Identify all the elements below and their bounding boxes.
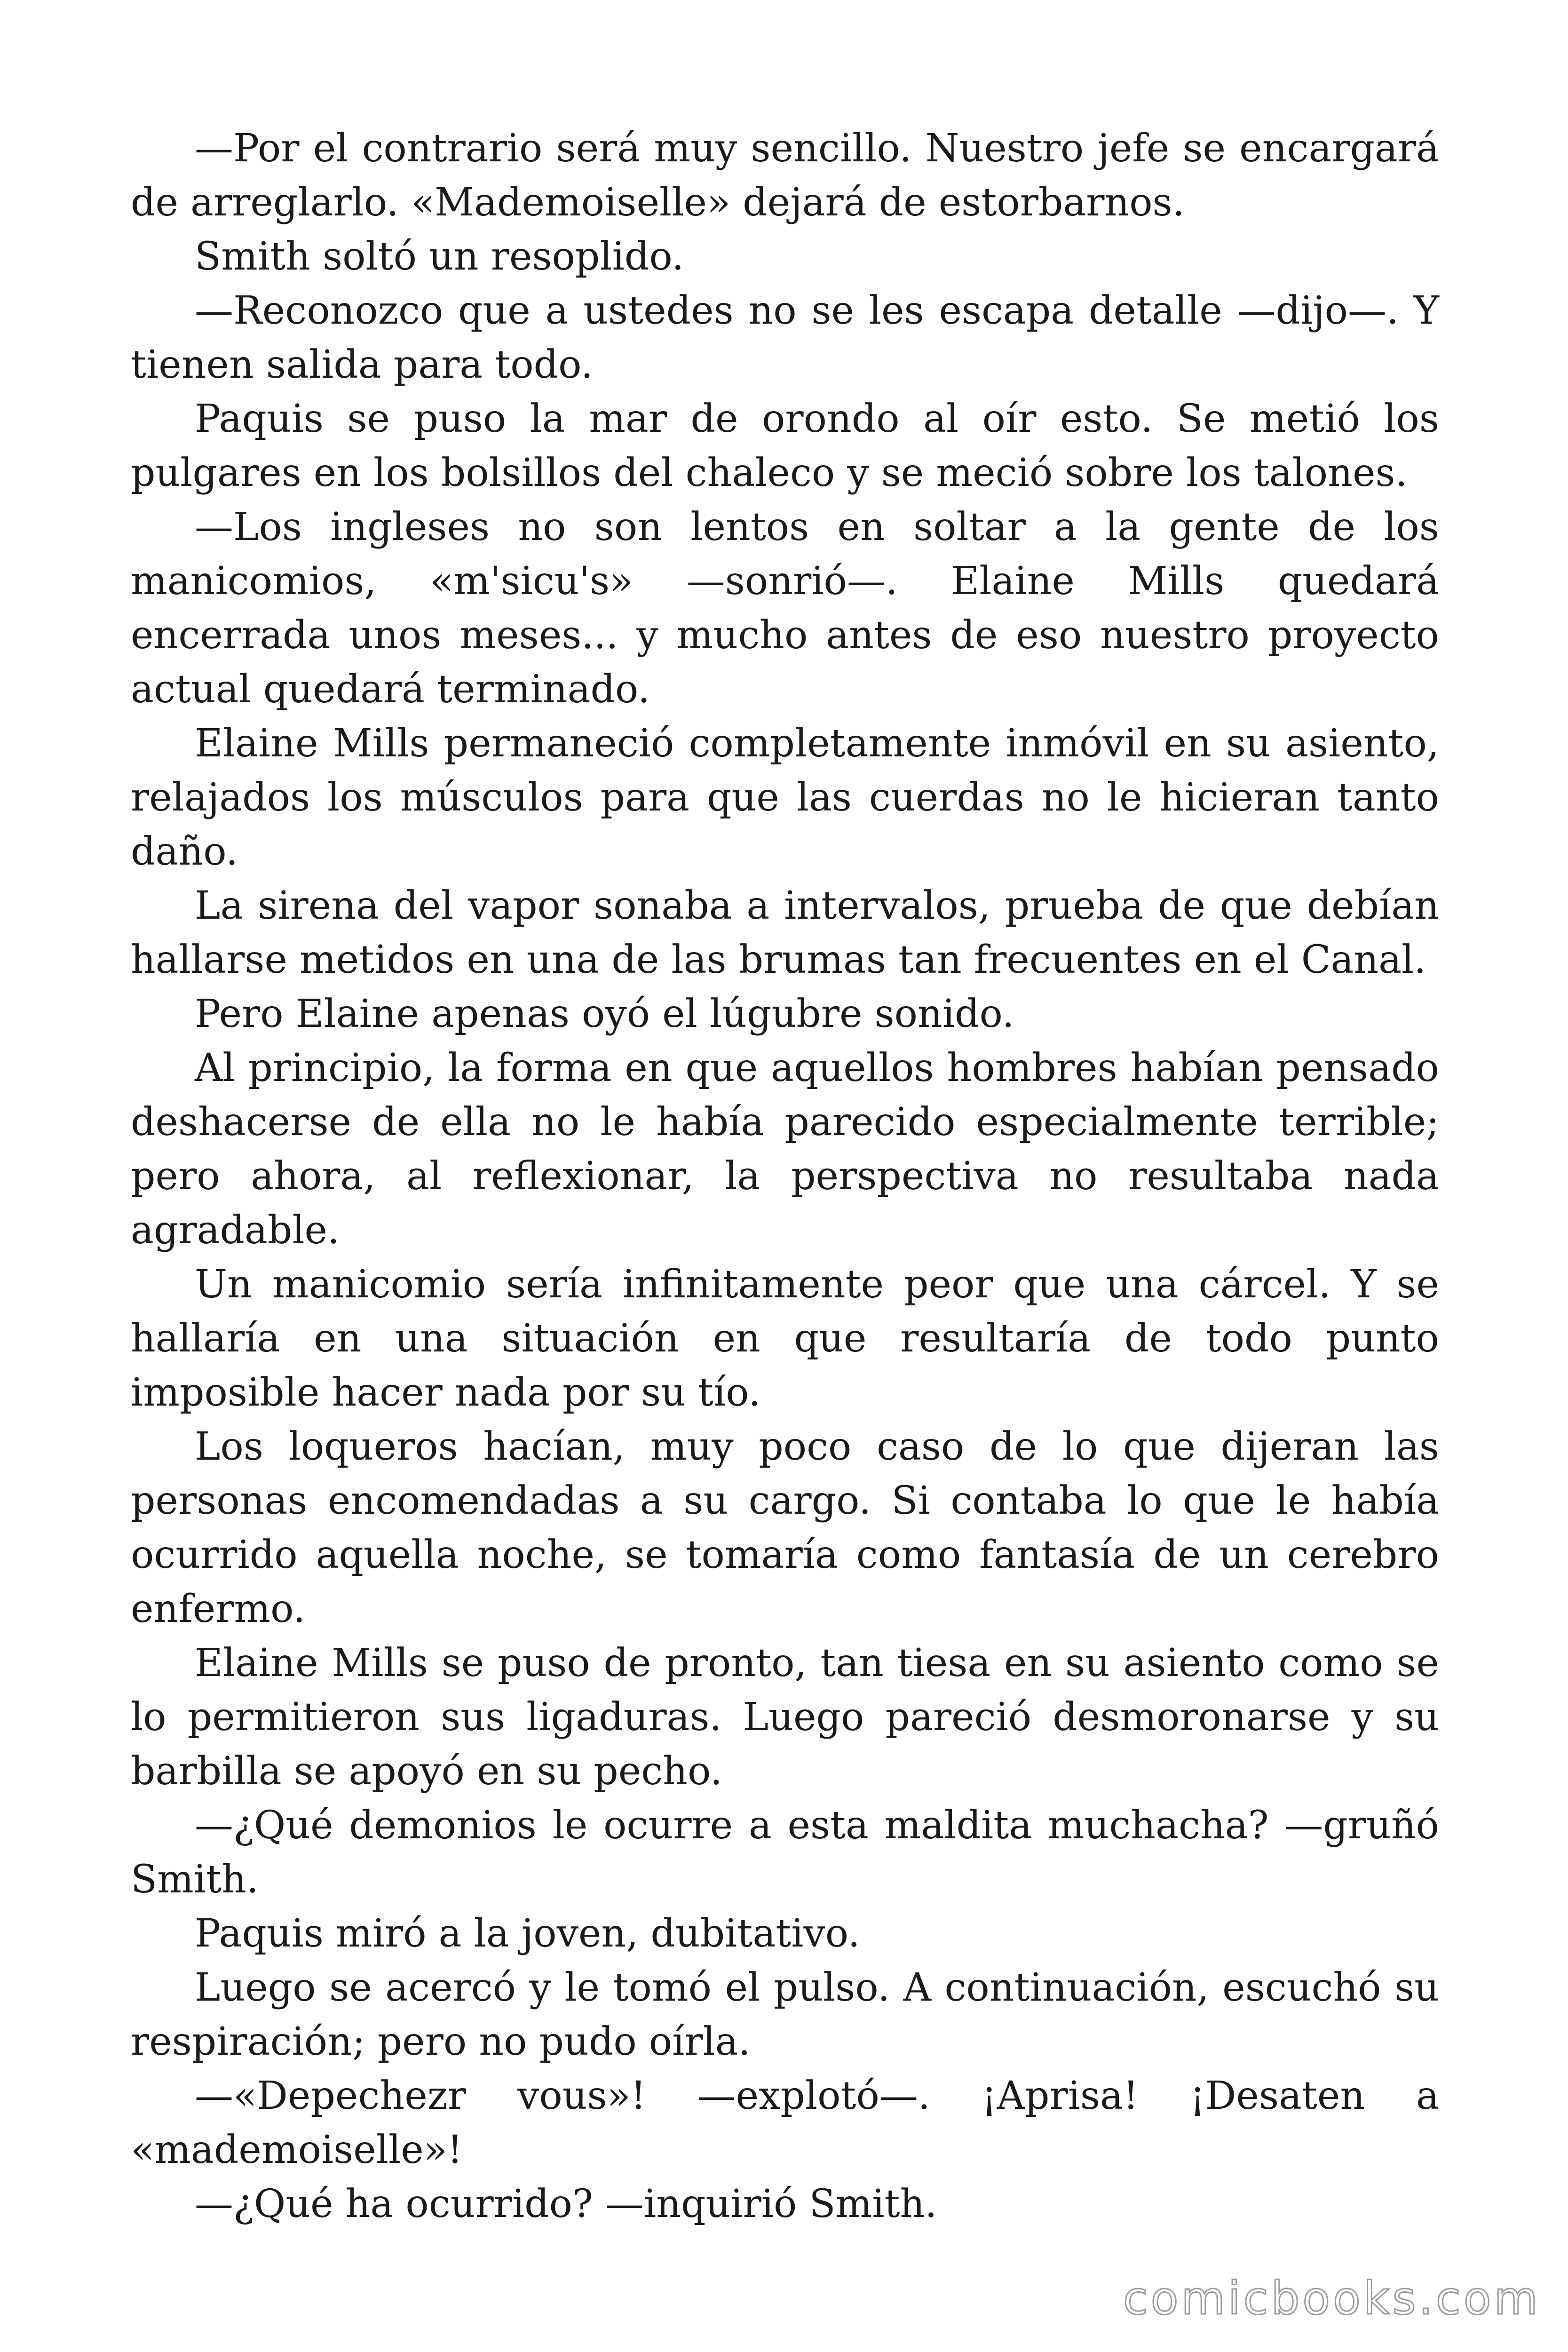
watermark-text: comicbooks.com [1123,2272,1541,2325]
paragraph: Elaine Mills se puso de pronto, tan tiesa en su asiento como se lo permitieron sus ligaduras. Luego pareció desmoronarse y su barbilla se apoyó en su pecho. [131,1641,1439,1794]
paragraph: Los loqueros hacían, muy poco caso de lo que dijeran las personas encomendadas a su cargo. Si contaba lo que le había ocurrido aquella noche, se tomaría como fantasía de un cerebro enfermo. [131,1424,1439,1631]
paragraph: La sirena del vapor sonaba a intervalos, prueba de que debían hallarse metidos en una de las brumas tan frecuentes en el Canal. [131,883,1439,982]
paragraph: Smith soltó un resoplido. [195,234,684,279]
paragraph: —Reconozco que a ustedes no se les escapa detalle —dijo—. Y tienen salida para todo. [131,288,1439,387]
paragraph: —Por el contrario será muy sencillo. Nuestro jefe se encargará de arreglarlo. «Mademoiselle» dejará de estorbarnos. [131,126,1439,225]
paragraph: —¿Qué demonios le ocurre a esta maldita muchacha? —gruñó Smith. [131,1803,1439,1902]
paragraph: Al principio, la forma en que aquellos hombres habían pensado deshacerse de ella no le había parecido especialmente terrible; pero ahora, al reflexionar, la perspectiva no resultaba nada agradable. [131,1046,1439,1253]
paragraph: Pero Elaine apenas oyó el lúgubre sonido. [195,992,1014,1036]
paragraph: —Los ingleses no son lentos en soltar a la gente de los manicomios, «m'sicu's» —sonrió—. Elaine Mills quedará encerrada unos meses... y mucho antes de eso nuestro proyecto actual quedará terminado. [131,505,1439,712]
paragraph: Paquis se puso la mar de orondo al oír esto. Se metió los pulgares en los bolsillos del chaleco y se meció sobre los talones. [131,397,1439,495]
paragraph: Elaine Mills permaneció completamente inmóvil en su asiento, relajados los músculos para que las cuerdas no le hicieran tanto daño. [131,721,1439,874]
paragraph: —¿Qué ha ocurrido? —inquirió Smith. [195,2182,937,2226]
paragraph: Paquis miró a la joven, dubitativo. [195,1911,860,1956]
paragraph: —«Depechezr vous»! —explotó—. ¡Aprisa! ¡Desaten a «mademoiselle»! [131,2074,1439,2172]
paragraph: Un manicomio sería infinitamente peor que una cárcel. Y se hallaría en una situación en que resultaría de todo punto imposible hacer nada por su tío. [131,1262,1439,1415]
paragraph: Luego se acercó y le tomó el pulso. A continuación, escuchó su respiración; pero no pudo oírla. [131,1965,1439,2064]
body-text [131,121,1439,2231]
